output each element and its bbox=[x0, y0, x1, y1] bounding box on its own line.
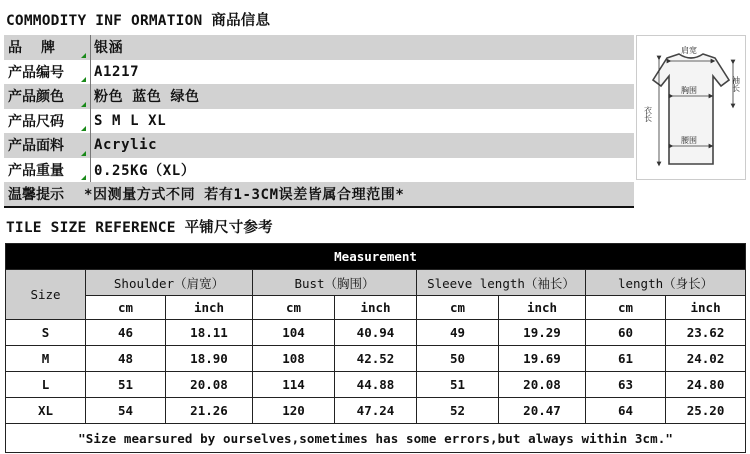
table-row bbox=[6, 346, 746, 372]
divider bbox=[90, 133, 91, 158]
info-row-brand bbox=[4, 35, 634, 60]
info-label-code: 产品编号 bbox=[8, 64, 64, 81]
info-value-color: 粉色 蓝色 绿色 bbox=[94, 89, 200, 106]
corner-marker bbox=[81, 77, 86, 82]
info-row-size bbox=[4, 109, 634, 134]
size-cell: L bbox=[6, 372, 86, 398]
col-group-length: length（身长） bbox=[586, 270, 746, 296]
corner-marker bbox=[81, 126, 86, 131]
table-cell: 114 bbox=[253, 372, 335, 398]
table-cell: 61 bbox=[586, 346, 666, 372]
col-group-sleeve: Sleeve length（袖长） bbox=[417, 270, 586, 296]
commodity-info-heading: COMMODITY INF ORMATION 商品信息 bbox=[6, 13, 271, 29]
table-cell: 60 bbox=[586, 320, 666, 346]
divider bbox=[4, 206, 634, 208]
size-reference-heading: TILE SIZE REFERENCE 平铺尺寸参考 bbox=[6, 220, 273, 236]
unit-header: cm bbox=[86, 296, 166, 320]
table-row bbox=[6, 398, 746, 424]
table-cell: 48 bbox=[86, 346, 166, 372]
table-cell: 46 bbox=[86, 320, 166, 346]
divider bbox=[90, 84, 91, 109]
unit-header: cm bbox=[417, 296, 499, 320]
table-cell: 51 bbox=[86, 372, 166, 398]
divider bbox=[90, 158, 91, 183]
col-group-shoulder: Shoulder（肩宽） bbox=[86, 270, 253, 296]
table-cell: 40.94 bbox=[335, 320, 417, 346]
info-value-size: S M L XL bbox=[94, 112, 167, 129]
size-cell: S bbox=[6, 320, 86, 346]
info-label-color: 产品颜色 bbox=[8, 89, 64, 106]
info-label-brand: 品牌 bbox=[8, 40, 74, 57]
table-cell: 52 bbox=[417, 398, 499, 424]
size-table bbox=[5, 243, 746, 453]
info-label-tip: 温馨提示 bbox=[8, 187, 64, 204]
table-row bbox=[6, 320, 746, 346]
unit-header: inch bbox=[499, 296, 586, 320]
info-row-tip bbox=[4, 182, 634, 207]
table-cell: 64 bbox=[586, 398, 666, 424]
info-label-weight: 产品重量 bbox=[8, 162, 64, 179]
table-cell: 104 bbox=[253, 320, 335, 346]
corner-marker bbox=[81, 102, 86, 107]
product-info-block bbox=[4, 35, 634, 207]
table-cell: 42.52 bbox=[335, 346, 417, 372]
waist-label: 腰围 bbox=[681, 136, 697, 145]
table-cell: 49 bbox=[417, 320, 499, 346]
length-label: 衣长 bbox=[643, 106, 653, 122]
table-cell: 19.69 bbox=[499, 346, 586, 372]
info-row-color bbox=[4, 84, 634, 109]
divider bbox=[90, 109, 91, 134]
corner-marker bbox=[81, 151, 86, 156]
measurement-note: "Size mearsured by ourselves,sometimes has some errors,but always within 3cm." bbox=[6, 424, 746, 453]
size-cell: XL bbox=[6, 398, 86, 424]
table-cell: 23.62 bbox=[666, 320, 746, 346]
unit-header: inch bbox=[335, 296, 417, 320]
table-cell: 50 bbox=[417, 346, 499, 372]
table-cell: 20.08 bbox=[499, 372, 586, 398]
table-cell: 108 bbox=[253, 346, 335, 372]
shirt-measure-diagram bbox=[636, 35, 746, 180]
divider bbox=[90, 35, 91, 60]
info-value-tip: *因测量方式不同 若有1-3CM误差皆属合理范围* bbox=[84, 187, 405, 204]
table-cell: 21.26 bbox=[166, 398, 253, 424]
table-cell: 25.20 bbox=[666, 398, 746, 424]
table-cell: 20.08 bbox=[166, 372, 253, 398]
table-cell: 47.24 bbox=[335, 398, 417, 424]
shoulder-label: 肩宽 bbox=[681, 46, 697, 55]
table-cell: 63 bbox=[586, 372, 666, 398]
info-value-brand: 银涵 bbox=[94, 40, 124, 57]
table-cell: 19.29 bbox=[499, 320, 586, 346]
divider bbox=[90, 60, 91, 85]
info-label-fabric: 产品面料 bbox=[8, 138, 64, 155]
table-cell: 20.47 bbox=[499, 398, 586, 424]
table-cell: 24.02 bbox=[666, 346, 746, 372]
table-title: Measurement bbox=[6, 244, 746, 270]
info-row-fabric bbox=[4, 133, 634, 158]
corner-marker bbox=[81, 53, 86, 58]
table-row bbox=[6, 372, 746, 398]
sleeve-label: 袖长 bbox=[731, 76, 741, 92]
info-row-weight bbox=[4, 158, 634, 183]
unit-header: cm bbox=[586, 296, 666, 320]
table-cell: 18.90 bbox=[166, 346, 253, 372]
info-value-fabric: Acrylic bbox=[94, 137, 158, 154]
tshirt-icon bbox=[637, 36, 745, 179]
info-row-code bbox=[4, 60, 634, 85]
unit-header: cm bbox=[253, 296, 335, 320]
table-cell: 120 bbox=[253, 398, 335, 424]
info-label-size: 产品尺码 bbox=[8, 113, 64, 130]
size-cell: M bbox=[6, 346, 86, 372]
table-cell: 54 bbox=[86, 398, 166, 424]
info-value-code: A1217 bbox=[94, 63, 140, 80]
table-cell: 51 bbox=[417, 372, 499, 398]
table-cell: 44.88 bbox=[335, 372, 417, 398]
table-cell: 18.11 bbox=[166, 320, 253, 346]
col-group-bust: Bust（胸围） bbox=[253, 270, 417, 296]
table-cell: 24.80 bbox=[666, 372, 746, 398]
info-value-weight: 0.25KG（XL） bbox=[94, 162, 196, 179]
chest-label: 胸围 bbox=[681, 86, 697, 95]
size-header: Size bbox=[6, 270, 86, 320]
unit-header: inch bbox=[666, 296, 746, 320]
unit-header: inch bbox=[166, 296, 253, 320]
corner-marker bbox=[81, 175, 86, 180]
